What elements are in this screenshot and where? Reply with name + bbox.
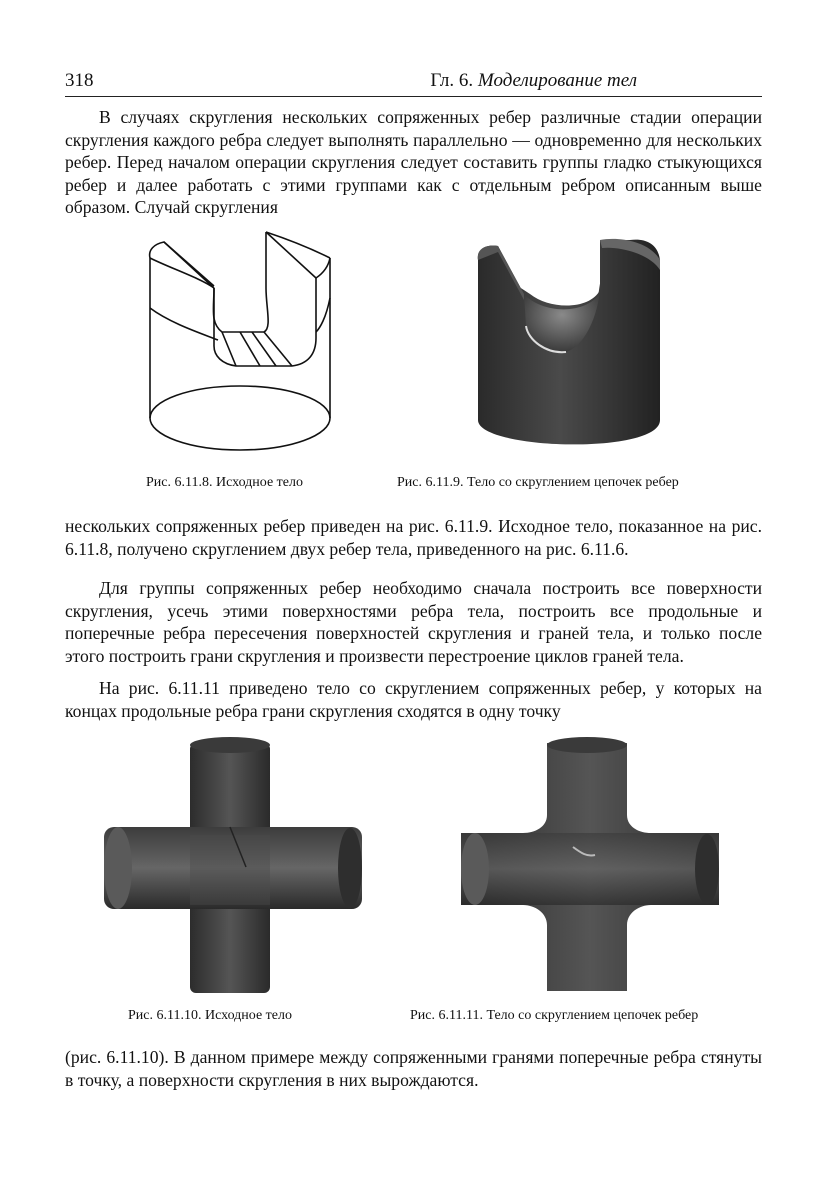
caption-6-11-10: Рис. 6.11.10. Исходное тело (128, 1008, 292, 1023)
figure-6-11-8-wireframe (140, 228, 340, 468)
figure-6-11-10-cross (98, 735, 368, 995)
paragraph-5: (рис. 6.11.10). В данном примере между сопряженными гранями поперечные ребра стянуты в точку, а поверхности скругления в них вырождаются. (65, 1047, 762, 1090)
chapter-title: Моделирование тел (477, 70, 637, 91)
header-rule (65, 96, 762, 97)
chapter-heading (430, 70, 637, 92)
figure-6-11-9-shaded (470, 230, 670, 470)
caption-6-11-11: Рис. 6.11.11. Тело со скруглением цепочек ребер (410, 1008, 699, 1023)
paragraph-2: нескольких сопряженных ребер приведен на рис. 6.11.9. Исходное тело, показанное на рис. 6.11.8, получено скруглением двух ребер тела, приведенного на рис. 6.11.6. (65, 516, 762, 559)
caption-6-11-8: Рис. 6.11.8. Исходное тело (146, 475, 303, 490)
caption-6-11-9: Рис. 6.11.9. Тело со скруглением цепочек ребер (397, 475, 679, 490)
paragraph-3: Для группы сопряженных ребер необходимо сначала построить все поверхности скругления, усечь этими поверхностями ребра тела, построить все продольные и поперечные ребра пересечения поверхностей скругления и граней тела, и только после этого построить грани скругления и произвести перестроение циклов граней тела. (65, 578, 762, 666)
figure-6-11-11-cross-filleted (455, 735, 725, 995)
chapter-number: Гл. 6. (430, 70, 474, 91)
paragraph-4: На рис. 6.11.11 приведено тело со скруглением сопряженных ребер, у которых на концах продольные ребра грани скругления сходятся в одну точку (65, 678, 762, 721)
paragraph-1: В случаях скругления нескольких сопряженных ребер различные стадии операции скругления каждого ребра следует выполнять параллельно — одновременно для нескольких ребер. Перед началом операции скругления следует составить группы гладко стыкующихся ребер и далее работать с этими группами как с отдельным ребром описанным выше образом. Случай скругления (65, 107, 762, 217)
running-header (65, 70, 762, 94)
page-number: 318 (65, 70, 94, 91)
